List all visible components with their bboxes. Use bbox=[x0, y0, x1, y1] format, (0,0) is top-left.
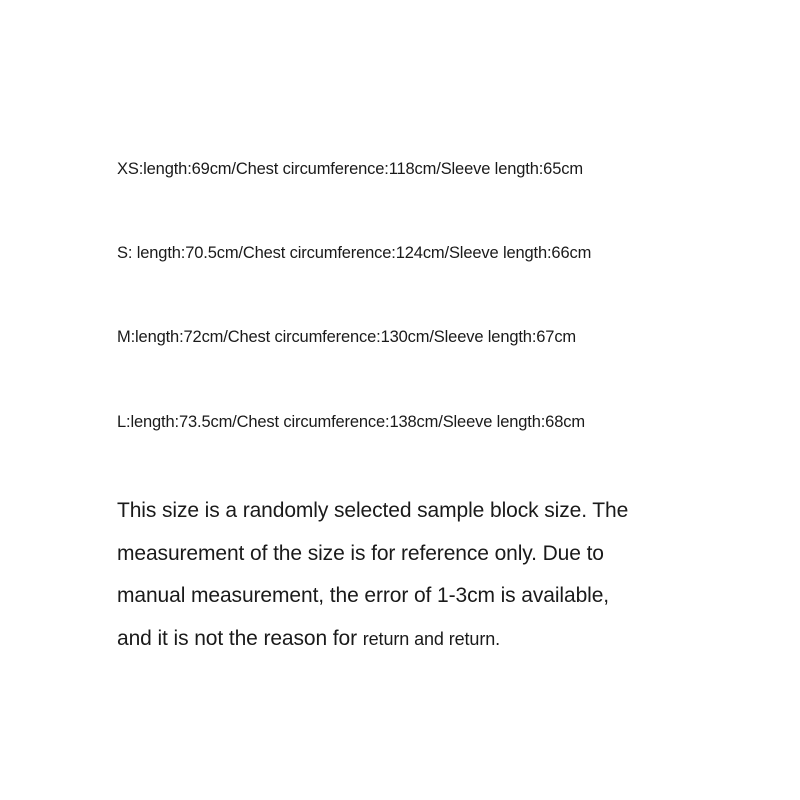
disclaimer-line-4-main: and it is not the reason for bbox=[117, 626, 363, 650]
disclaimer-line-4 bbox=[117, 618, 717, 661]
size-row-m: M:length:72cm/Chest circumference:130cm/Sleeve length:67cm bbox=[117, 328, 577, 346]
disclaimer-line-2: measurement of the size is for reference only. Due to bbox=[117, 541, 604, 565]
size-row-xs: XS:length:69cm/Chest circumference:118cm/Sleeve length:65cm bbox=[117, 160, 583, 178]
disclaimer-line-3: manual measurement, the error of 1-3cm is available, bbox=[117, 584, 610, 607]
size-row-s: S: length:70.5cm/Chest circumference:124cm/Sleeve length:66cm bbox=[117, 244, 592, 262]
size-row-l: L:length:73.5cm/Chest circumference:138cm/Sleeve length:68cm bbox=[117, 413, 585, 431]
size-disclaimer bbox=[117, 490, 717, 660]
disclaimer-line-1: This size is a randomly selected sample block size. The bbox=[117, 499, 629, 522]
disclaimer-line-4-small: return and return. bbox=[362, 628, 501, 649]
